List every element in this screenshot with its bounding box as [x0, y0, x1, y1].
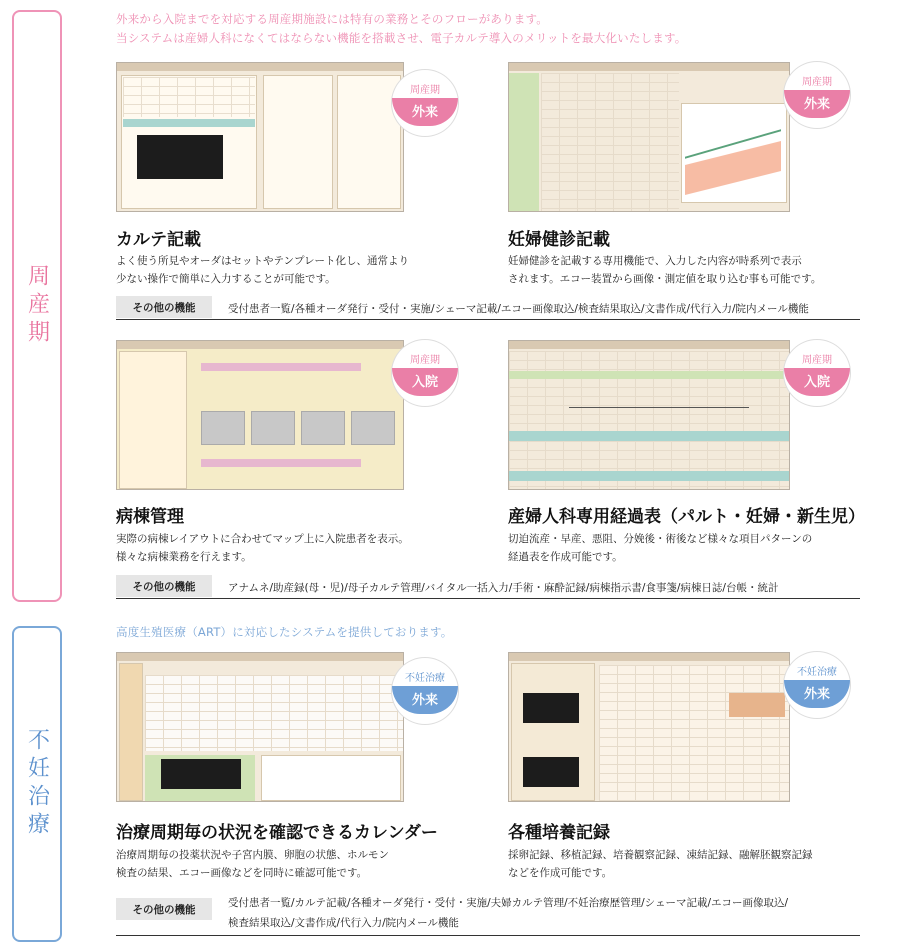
karte-title: カルテ記載: [116, 230, 201, 250]
perinatal-intro: [116, 10, 686, 48]
calendar-screenshot: [116, 652, 404, 802]
calendar-badge: 不妊治療 外来: [392, 658, 458, 724]
other-functions-perinatal-inpatient: [116, 575, 860, 599]
calendar-title: 治療周期毎の状況を確認できるカレンダー: [116, 823, 438, 843]
fertility-intro: 高度生殖医療（ART）に対応したシステムを提供しております。: [116, 625, 453, 639]
card-culture-records: [508, 652, 880, 882]
progress-screenshot: [508, 340, 790, 490]
card-calendar: [116, 652, 488, 882]
perinatal-intro-line1: 外来から入院までを対応する周産期施設には特有の業務とそのフローがあります。: [116, 12, 548, 26]
card-karte: [116, 62, 488, 292]
other-functions-fertility: [116, 892, 860, 936]
perinatal-intro-line2: 当システムは産婦人科になくてはならない機能を搭載させ、電子カルテ導入のメリットを最大化いたします。: [116, 31, 687, 45]
prenatal-badge: 周産期 外来: [784, 62, 850, 128]
other-functions-perinatal-outpatient: [116, 296, 860, 320]
prenatal-desc: 妊婦健診を記載する専用機能で、入力した内容が時系列で表示 されます。エコー装置から画像・測定値を取り込む事も可能です。: [508, 255, 822, 285]
prenatal-title: 妊婦健診記載: [508, 230, 610, 250]
other-functions-label: その他の機能: [116, 898, 212, 920]
fertility-section-tab: [12, 626, 62, 942]
prenatal-screenshot: [508, 62, 790, 212]
karte-screenshot: [116, 62, 404, 212]
other-functions-text: 受付患者一覧/カルテ記載/各種オーダ発行・受付・実施/夫婦カルテ管理/不妊治療歴管理/シェーマ記載/エコー画像取込/ 検査結果取込/文書作成/代行入力/院内メール機能: [228, 897, 789, 929]
progress-desc: 切迫流産・早産、悪阻、分娩後・術後など様々な項目パターンの 経過表を作成可能です。: [508, 533, 813, 563]
culture-title: 各種培養記録: [508, 823, 610, 843]
perinatal-section-tab: [12, 10, 62, 602]
progress-title: 産婦人科専用経過表（パルト・妊婦・新生児）: [508, 507, 865, 527]
ward-screenshot: [116, 340, 404, 490]
karte-desc: よく使う所見やオーダはセットやテンプレート化し、通常より 少ない操作で簡単に入力することが可能です。: [116, 255, 410, 285]
card-ward: [116, 340, 488, 570]
card-progress-chart: [508, 340, 880, 570]
culture-badge: 不妊治療 外来: [784, 652, 850, 718]
culture-screenshot: [508, 652, 790, 802]
karte-badge: 周産期 外来: [392, 70, 458, 136]
other-functions-text: アナムネ/助産録(母・児)/母子カルテ管理/バイタル一括入力/手術・麻酔記録/病棟指示書/食事箋/病棟日誌/台帳・統計: [228, 582, 779, 594]
culture-desc: 採卵記録、移植記録、培養観察記録、凍結記録、融解胚観察記録 などを作成可能です。: [508, 849, 813, 879]
fertility-tab-label: 不妊治療: [24, 728, 50, 840]
ward-title: 病棟管理: [116, 507, 184, 527]
card-prenatal: [508, 62, 880, 292]
perinatal-tab-label: 周産期: [24, 264, 50, 348]
ward-badge: 周産期 入院: [392, 340, 458, 406]
other-functions-label: その他の機能: [116, 575, 212, 597]
calendar-desc: 治療周期毎の投薬状況や子宮内膜、卵胞の状態、ホルモン 検査の結果、エコー画像などを同時に確認可能です。: [116, 849, 389, 879]
progress-badge: 周産期 入院: [784, 340, 850, 406]
ward-desc: 実際の病棟レイアウトに合わせてマップ上に入院患者を表示。 様々な病棟業務を行えます。: [116, 533, 409, 563]
other-functions-text: 受付患者一覧/各種オーダ発行・受付・実施/シェーマ記載/エコー画像取込/検査結果取込/文書作成/代行入力/院内メール機能: [228, 303, 809, 315]
other-functions-label: その他の機能: [116, 296, 212, 318]
